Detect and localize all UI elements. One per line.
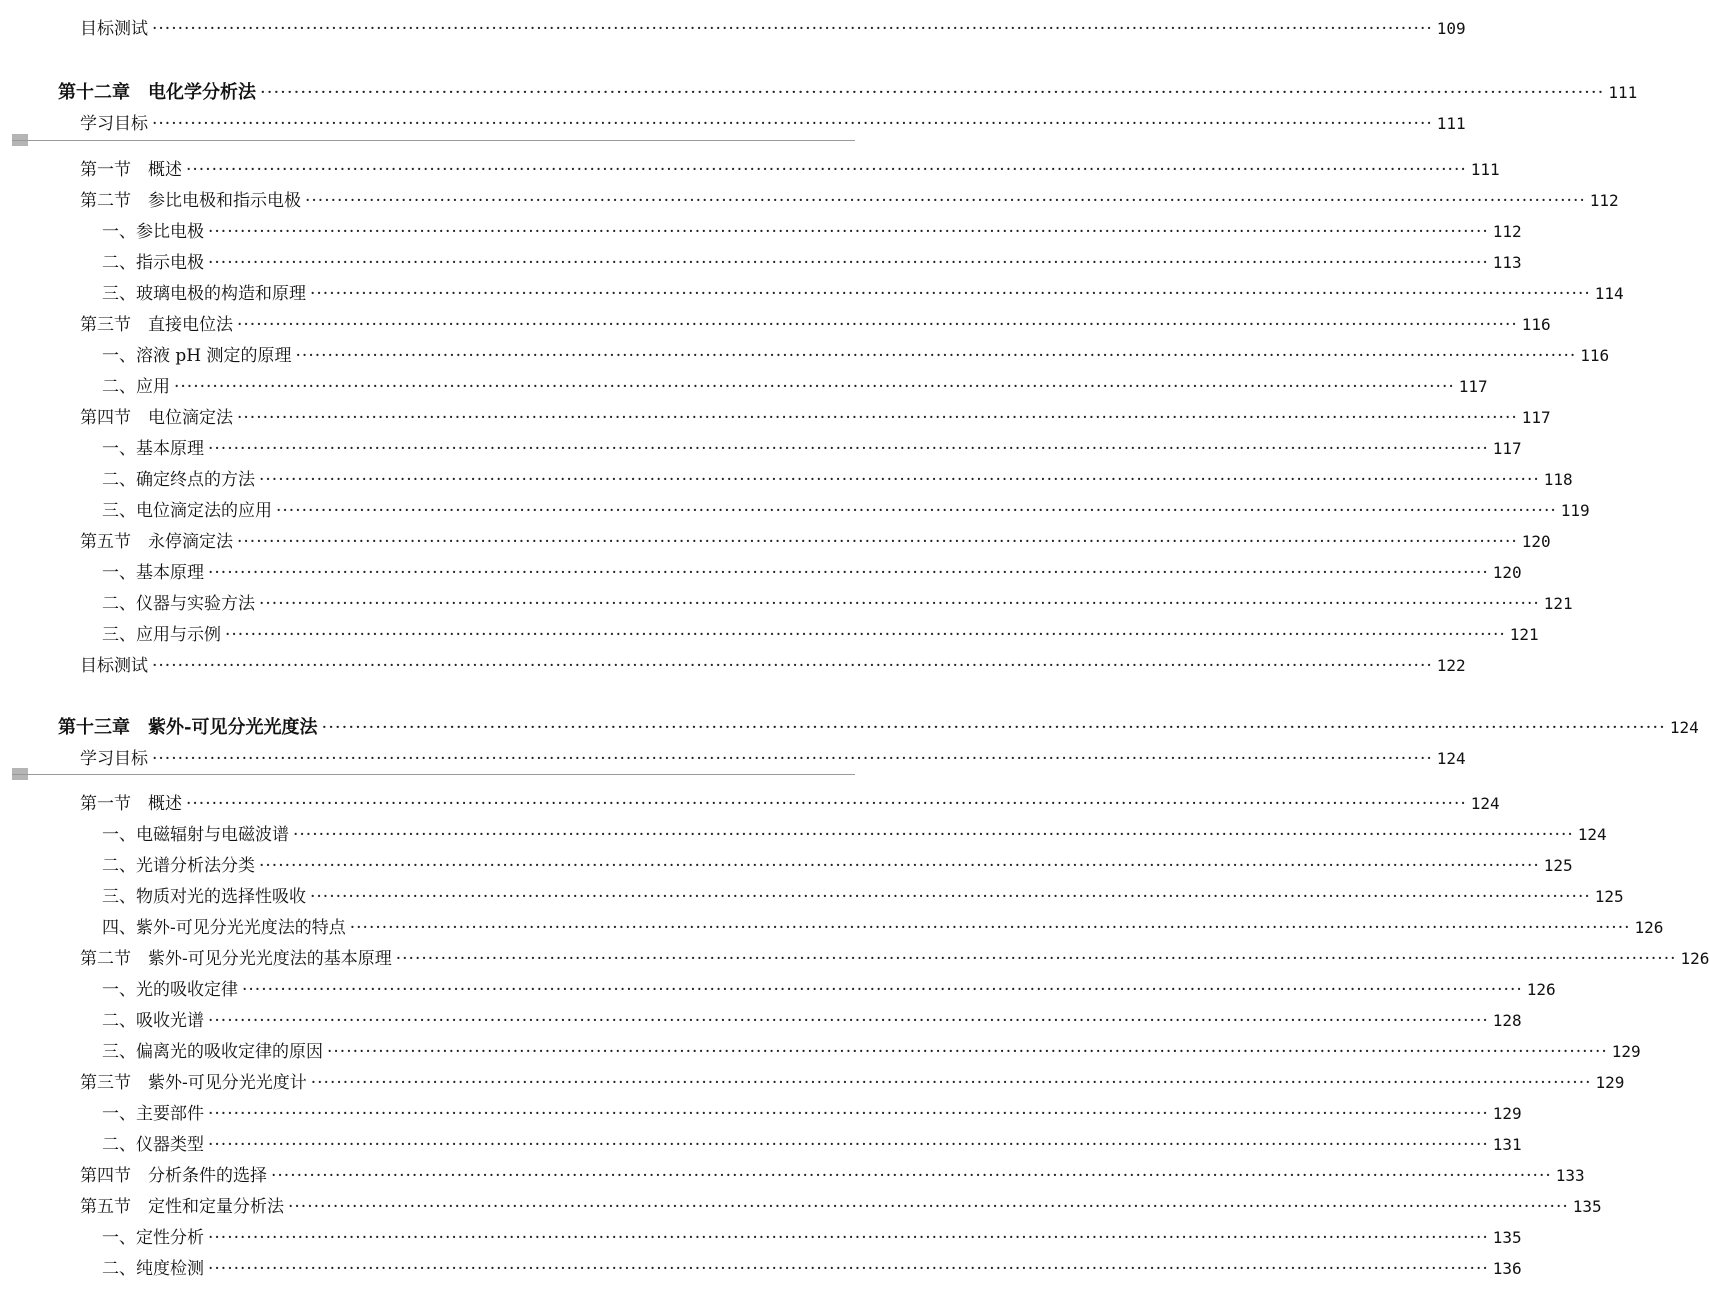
- toc-entry[interactable]: [80, 109, 1466, 139]
- toc-entry[interactable]: [102, 279, 1624, 309]
- toc-entry-title: 第二节 参比电极和指示电极: [80, 191, 301, 211]
- toc-entry[interactable]: [80, 1068, 1625, 1098]
- toc-entry-page: 122: [1436, 656, 1466, 675]
- leader-dots: ········································································································································································································: [152, 656, 1433, 676]
- toc-entry-page: 135: [1492, 1228, 1522, 1247]
- toc-entry-page: 112: [1492, 222, 1522, 241]
- toc-entry[interactable]: [102, 558, 1522, 588]
- leader-dots: ········································································································································································································: [259, 470, 1540, 490]
- toc-entry-page: 120: [1492, 563, 1522, 582]
- toc-entry[interactable]: [102, 248, 1522, 278]
- chapter-title: 第十二章 电化学分析法: [58, 82, 256, 103]
- toc-entry-page: 124: [1669, 718, 1699, 737]
- toc-entry-title: 第三节 直接电位法: [80, 315, 233, 335]
- toc-entry-page: 114: [1594, 284, 1624, 303]
- toc-entry-page: 116: [1521, 315, 1551, 334]
- toc-entry-page: 125: [1594, 887, 1624, 906]
- leader-dots: ········································································································································································································: [259, 856, 1540, 876]
- leader-dots: ········································································································································································································: [271, 1166, 1552, 1186]
- toc-entry-title: 二、光谱分析法分类: [102, 856, 255, 876]
- leader-dots: ········································································································································································································: [259, 594, 1540, 614]
- toc-entry[interactable]: [80, 14, 1466, 44]
- leader-dots: ········································································································································································································: [237, 315, 1518, 335]
- toc-entry[interactable]: [102, 851, 1573, 881]
- leader-dots: ········································································································································································································: [242, 980, 1523, 1000]
- leader-dots: ········································································································································································································: [395, 949, 1677, 969]
- leader-dots: ········································································································································································································: [208, 563, 1489, 583]
- toc-entry[interactable]: [80, 527, 1551, 557]
- toc-entry[interactable]: [102, 465, 1573, 495]
- leader-dots: ········································································································································································································: [208, 439, 1489, 459]
- leader-dots: ········································································································································································································: [321, 717, 1666, 738]
- toc-entry-page: 109: [1436, 19, 1466, 38]
- toc-entry-title: 目标测试: [80, 656, 148, 676]
- toc-entry-title: 学习目标: [80, 114, 148, 134]
- toc-entry-page: 111: [1436, 114, 1466, 133]
- toc-entry-title: 第五节 永停滴定法: [80, 532, 233, 552]
- toc-entry-title: 二、应用: [102, 377, 170, 397]
- toc-entry-title: 第四节 电位滴定法: [80, 408, 233, 428]
- toc-entry-title: 一、基本原理: [102, 563, 204, 583]
- leader-dots: ········································································································································································································: [310, 1073, 1592, 1093]
- toc-entry-page: 126: [1680, 949, 1709, 968]
- leader-dots: ········································································································································································································: [310, 887, 1591, 907]
- leader-dots: ········································································································································································································: [225, 625, 1506, 645]
- leader-dots: ········································································································································································································: [208, 1259, 1489, 1279]
- toc-chapter-13[interactable]: [58, 713, 1699, 743]
- toc-entry-page: 117: [1521, 408, 1551, 427]
- toc-entry-title: 一、溶液 pH 测定的原理: [102, 346, 292, 366]
- toc-entry-title: 第二节 紫外-可见分光光度法的基本原理: [80, 949, 392, 969]
- toc-entry-page: 121: [1543, 594, 1573, 613]
- section-rule: [12, 774, 855, 775]
- leader-dots: ········································································································································································································: [152, 749, 1433, 769]
- leader-dots: ········································································································································································································: [208, 1011, 1489, 1031]
- toc-entry-title: 第一节 概述: [80, 160, 182, 180]
- leader-dots: ········································································································································································································: [174, 377, 1455, 397]
- toc-entry-page: 111: [1608, 83, 1638, 102]
- toc-entry-title: 一、基本原理: [102, 439, 204, 459]
- leader-dots: ········································································································································································································: [260, 82, 1605, 103]
- toc-entry-page: 131: [1492, 1135, 1522, 1154]
- toc-entry[interactable]: [102, 1223, 1522, 1253]
- toc-entry[interactable]: [102, 882, 1624, 912]
- toc-entry-title: 二、仪器与实验方法: [102, 594, 255, 614]
- toc-entry[interactable]: [102, 217, 1522, 247]
- toc-entry-title: 三、应用与示例: [102, 625, 221, 645]
- toc-entry-page: 120: [1521, 532, 1551, 551]
- leader-dots: ········································································································································································································: [295, 346, 1577, 366]
- toc-entry-title: 三、电位滴定法的应用: [102, 501, 272, 521]
- toc-entry[interactable]: [80, 1192, 1602, 1222]
- toc-entry[interactable]: [80, 155, 1500, 185]
- toc-entry[interactable]: [102, 975, 1556, 1005]
- toc-chapter-12[interactable]: [58, 78, 1638, 108]
- toc-entry-title: 一、主要部件: [102, 1104, 204, 1124]
- toc-entry-page: 124: [1470, 794, 1500, 813]
- toc-entry-title: 一、电磁辐射与电磁波谱: [102, 825, 289, 845]
- toc-entry[interactable]: [80, 789, 1500, 819]
- toc-entry-page: 126: [1526, 980, 1556, 999]
- toc-entry-title: 二、指示电极: [102, 253, 204, 273]
- leader-dots: ········································································································································································································: [186, 160, 1467, 180]
- toc-entry-title: 一、光的吸收定律: [102, 980, 238, 1000]
- leader-dots: ········································································································································································································: [349, 918, 1631, 938]
- toc-entry-page: 126: [1634, 918, 1664, 937]
- toc-entry[interactable]: [80, 186, 1619, 216]
- toc-entry-page: 121: [1509, 625, 1539, 644]
- toc-entry[interactable]: [102, 1254, 1522, 1284]
- toc-entry[interactable]: [80, 1161, 1585, 1191]
- leader-dots: ········································································································································································································: [288, 1197, 1569, 1217]
- toc-entry-title: 第三节 紫外-可见分光光度计: [80, 1073, 307, 1093]
- leader-dots: ········································································································································································································: [208, 1135, 1489, 1155]
- toc-entry-page: 111: [1470, 160, 1500, 179]
- toc-entry[interactable]: [102, 620, 1539, 650]
- toc-entry-page: 136: [1492, 1259, 1522, 1278]
- toc-entry[interactable]: [102, 1037, 1641, 1067]
- toc-entry-page: 133: [1555, 1166, 1585, 1185]
- leader-dots: ········································································································································································································: [327, 1042, 1608, 1062]
- leader-dots: ········································································································································································································: [152, 114, 1433, 134]
- leader-dots: ········································································································································································································: [208, 222, 1489, 242]
- toc-entry-page: 129: [1492, 1104, 1522, 1123]
- toc-entry[interactable]: [102, 913, 1664, 943]
- toc-entry[interactable]: [102, 372, 1488, 402]
- toc-entry-page: 129: [1611, 1042, 1641, 1061]
- toc-entry-title: 一、定性分析: [102, 1228, 204, 1248]
- toc-entry-page: 118: [1543, 470, 1573, 489]
- leader-dots: ········································································································································································································: [305, 191, 1586, 211]
- toc-entry-title: 目标测试: [80, 19, 148, 39]
- toc-entry[interactable]: [80, 310, 1551, 340]
- leader-dots: ········································································································································································································: [208, 253, 1489, 273]
- toc-entry-title: 二、吸收光谱: [102, 1011, 204, 1031]
- toc-entry[interactable]: [102, 1006, 1522, 1036]
- toc-entry-title: 三、偏离光的吸收定律的原因: [102, 1042, 323, 1062]
- toc-entry[interactable]: [102, 1130, 1522, 1160]
- toc-entry[interactable]: [102, 496, 1590, 526]
- toc-entry-title: 四、紫外-可见分光光度法的特点: [102, 918, 346, 938]
- toc-entry-title: 一、参比电极: [102, 222, 204, 242]
- toc-entry-title: 第五节 定性和定量分析法: [80, 1197, 284, 1217]
- toc-entry[interactable]: [102, 820, 1607, 850]
- toc-entry-title: 二、纯度检测: [102, 1259, 204, 1279]
- leader-dots: ········································································································································································································: [293, 825, 1574, 845]
- toc-entry[interactable]: [80, 944, 1709, 974]
- toc-entry-page: 117: [1492, 439, 1522, 458]
- toc-entry-page: 117: [1458, 377, 1488, 396]
- toc-entry-page: 112: [1589, 191, 1619, 210]
- toc-entry-page: 124: [1577, 825, 1607, 844]
- chapter-title: 第十三章 紫外-可见分光光度法: [58, 717, 318, 738]
- toc-entry-page: 113: [1492, 253, 1522, 272]
- leader-dots: ········································································································································································································: [237, 532, 1518, 552]
- toc-entry-page: 116: [1580, 346, 1610, 365]
- toc-entry[interactable]: [80, 744, 1466, 774]
- toc-entry-title: 三、物质对光的选择性吸收: [102, 887, 306, 907]
- toc-entry[interactable]: [102, 341, 1610, 371]
- toc-entry[interactable]: [102, 1099, 1522, 1129]
- toc-entry-page: 129: [1595, 1073, 1625, 1092]
- toc-entry-page: 119: [1560, 501, 1590, 520]
- toc-entry-title: 第四节 分析条件的选择: [80, 1166, 267, 1186]
- toc-entry-title: 学习目标: [80, 749, 148, 769]
- leader-dots: ········································································································································································································: [310, 284, 1591, 304]
- toc-entry[interactable]: [102, 589, 1573, 619]
- leader-dots: ········································································································································································································: [152, 19, 1433, 39]
- leader-dots: ········································································································································································································: [208, 1228, 1489, 1248]
- leader-dots: ········································································································································································································: [237, 408, 1518, 428]
- toc-entry-page: 125: [1543, 856, 1573, 875]
- toc-entry[interactable]: [80, 651, 1466, 681]
- leader-dots: ········································································································································································································: [208, 1104, 1489, 1124]
- toc-entry-title: 二、仪器类型: [102, 1135, 204, 1155]
- toc-entry-title: 第一节 概述: [80, 794, 182, 814]
- toc-entry-title: 二、确定终点的方法: [102, 470, 255, 490]
- toc-entry-page: 128: [1492, 1011, 1522, 1030]
- toc-entry-page: 124: [1436, 749, 1466, 768]
- toc-entry-page: 135: [1572, 1197, 1602, 1216]
- toc-entry-title: 三、玻璃电极的构造和原理: [102, 284, 306, 304]
- section-rule: [12, 140, 855, 141]
- leader-dots: ········································································································································································································: [276, 501, 1557, 521]
- toc-entry[interactable]: [102, 434, 1522, 464]
- toc-entry[interactable]: [80, 403, 1551, 433]
- leader-dots: ········································································································································································································: [186, 794, 1467, 814]
